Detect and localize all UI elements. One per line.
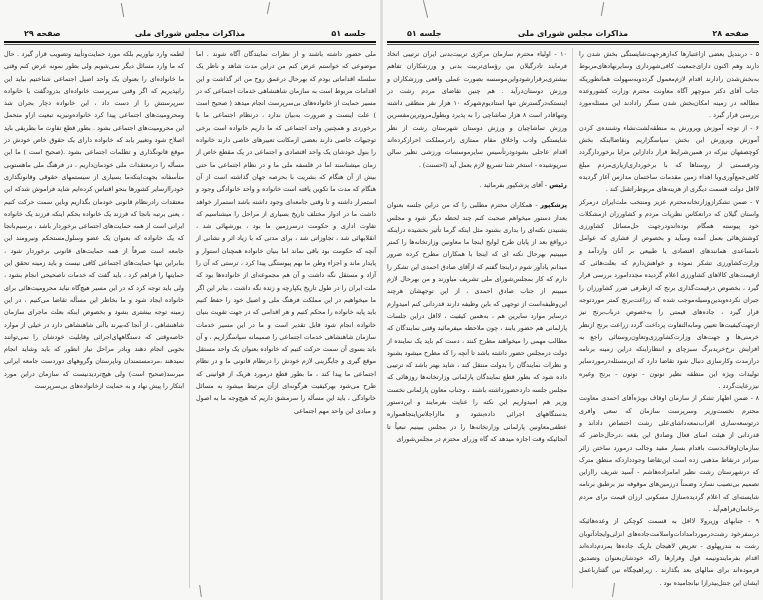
speaker-name: پزشکپور bbox=[540, 201, 567, 210]
speech-text: - آقای پزشکپور بفرمائید . bbox=[479, 180, 550, 189]
header-rule bbox=[4, 41, 376, 43]
paragraph: لطمه وارد نیاوریم بلکه مورد حمایت‌وتأیید وتصویب قرار گیرد . حال که ما وارد مسائل دیگر نمی‌شویم ولی بطور نمونه عرض کنم وقتی ما خانواده‌ای را بعنوان یک واحد اصیل اجتماعی شناختیم نباید این رابپذیریم که اگر وقتی سرپرست خانواده‌ای بدرودگفت یا خانواده سرپرستش را از دست داد ، این خانواده دچار بحران شد ومحرومیت‌های اجتماعی پیدا کرد خانواده‌ونیزیه تبعیت ازاو متحمل این محرومیت‌های اجتماعی بشود . بطور قطع تفاوت ما بطریقی باید اصلاح شود وتغییر یابد که خانواده دارای یک حقوق خاص خودش در موقع قانونگذاری و تظلمات اجتماعی بشود .(صحیح است ) ما این مسأله را درمعتقدات ملی خودمان‌داریم ، در فرهنگ ملی ما‌هستوبی متأسفانه بجهت‌اینکه‌ما بسیاری از سیستمهای حقوقی وقانونگذاری خودرا‌ازسایر کشورها بنحو اقتباس کرده‌ایم شاید فراموش شد‌که این معتقدات رادرنظام قانونی خودمان بگذاریم وباین سمت حرکت کنیم ، یعنی برتبه بانجا که فرزند یک خانواده بحکم اینکه فرزند یک خانواده ایرانی است از همه حمایت‌های اجتماعی برخوردار باشد ، برسیم‌بانجا که یک خانواده که بعنوان یک عضو وسلول‌مستحکم ونیرومند این جامعه است صرفاً از همه حمایت‌های قانونی برخوردار شود ، بنابراین تنها حمایت‌های اجتماعی کافی نیست و باید زمینه تحقق این حمایتها را فراهم کرد ، باید گفت که خدمات ناصحیحی انجام بشود ، ولی باید توجه کرد که در این مسیر هیچ‌گاه نباید محرومیت‌هائی برای خانواده ایجاد شود و ما بخاطر این مسأله تقاضا می‌کنیم ، در این زمینه توجه بیشتری بشود و بخصوص اینکه بعلت ماجرای سازمان شاهنشاهی ، از آنجا که‌بیرند باآنی شاهنشاهی دارد در خیلی از موارد خاصه‌وقتی که دستگاههای‌اجرائی وقابلیت خودشان را نمی‌توانند بخوبی انجام دهند وبادر مراحل نیاز انطور که باید وشاید انجام نمیدهند ،مردمستمندان وناپرستان وگروههای دوردست جامعه ایرانی میرسد(صحیح است) ولی هیچ‌تردیدنیست که سازمان دراین مورد ابتکار را پیش نهاد و به حمایت ازخانواده‌های بی‌سرپرست bbox=[4, 50, 184, 391]
paragraph: ۵ - دربندیل بعضی ازاعتبارها که‌ازهرجهت‌شایستگی بخش شدن را دارند وهم اکنون دارای‌جمعیت کافی‌شهرداری وسایرنهادهای‌مربوط به‌بخش‌شدن رادارند اقدام لازم‌معمول گردد‌وبه‌سهولت همانطوریکه جناب آقای دکتر منوچهر آگاه معاونت محترم وزارت کشوروعده مطالعه در زمینه امکان‌بخش شدن سنگر رادادند این مسئله‌مورد بررسی قرار گیرد . bbox=[579, 50, 759, 120]
speaker-paragraph bbox=[387, 179, 567, 191]
paragraph: ۷ - ضمن تشکرازوزارتخانه‌محترم‌ عزیز ومنتخب ملت‌ایران درمرکز واستان گیلان که درانعکاس نظریات مردم و کشاورزان ازمشکلات خود پیوسته همگام بوده‌اند‌ودرجهت حل‌مسائل کشاورزی کوشش‌هائی بعمل آمده ومیآید و بخصوص از فشاری که عوامل نامساعدی همانند‌های اقتصادی یا طبیعی بر آنان وارد‌آمد و وزارت‌کشاورزی تشکر نموده و خواهش‌دارم که بعلت‌هائی که ازقیمت‌های کالاهای کشاورزی اعلام گردیده مجددا‌مورد بررسی قرار گیرد ، بخصوص درقیمت‌گذاری برنج که ازطرفی ضرر کشاورزان را جبران نکرده‌وبدین‌وسیله‌موجب شده که زراعت‌برنج کمتر موردتوجه قرار گیرد ، جاده‌های قیمتی را به‌خصوص درباب‌برنج نیز از‌جهت‌کیفیت‌ها تعیین ومابه‌التفاوت پرداخت گردد ‌زراعت برنج ازنظر خرمنی‌ها و جهت‌های وزارت‌کشاورزی‌وتعاون‌روستائی راجع به افزایش نرخ‌خریدبرگ سبزچای و انتظاراینکه دراین زمینه برنامه درازمدت وکارسازی دنبال شود تقاضا دارد که این‌مسئله‌درموردسایر تولیدات ویژه این منطقه نظیر توتون - توتون - برنج وغیره نیزرعایت‌گردد . bbox=[579, 197, 759, 391]
running-title: مذاکرات مجلس شورای ملی bbox=[517, 29, 629, 38]
column-separator bbox=[189, 48, 190, 588]
speaker-paragraph bbox=[387, 199, 567, 445]
paragraph: ۸ - ضمن اظهار تشکر از سازمان اوقاف بویژه‌آقای احمدی معاونت محترم نخست‌وزیر وسرپرست سازمان که سعی وافری درتوسعه‌ساری اقراب‌نمعه‌داشای‌علی رشت اختصاص داداند و قدردانی از هیئت امنای فعال وصادق این بقعه ،درحال‌حاضر که سازمان‌اوقاف‌دست باقدام بسیار مفید وجالب درمورد ساختن زائر سرادر درنقاط مذهبی زده است این‌تقاضا وجوددارد‌که منطق مترک که درشهرستان رشت نظیر امامزاده‌هاشم - آسید شریف راازاین تصمیم بی‌نصیب نسازد وضمناً درزمین‌های موقوفه نیز برطبق برنامه شایسته‌ای که اعلام گردیده‌منازل مسکونی ارزان قیمت برای مردم برخانمان‌فراهم‌آید . bbox=[579, 394, 759, 513]
right-page bbox=[383, 0, 763, 600]
text-column-left bbox=[4, 48, 184, 392]
text-column-right bbox=[579, 48, 759, 589]
session-number: جلسه ۵۱ bbox=[331, 29, 366, 38]
header-rule-thin bbox=[387, 44, 759, 45]
page-number: صفحه ۲۹ bbox=[24, 29, 61, 38]
left-page bbox=[0, 0, 380, 600]
left-page-header bbox=[4, 29, 376, 41]
session-number: جلسه ۵۱ bbox=[407, 29, 442, 38]
header-rule-thin bbox=[4, 44, 376, 45]
paragraph: ۹ - جنابهای وزیرولا لااقل به قسمت کوچکی از وعده‌هائیکه درسفرخود رشت‌درموردامدادات‌واسلامت‌جاده‌های انزلی‌وایجادآتوبان رشت به بندرپهلوی - تعریض لاهیجان باریک جاده‌ها بمردم‌داده‌اند اقدام بفرمایندونیمه قول وقرارها راکه خودشان‌بعنوان وتصدیق فرموده‌اند برای سالهای بعد بگذارند . زیراهیچگاه نین گفتارباعمل ایشان این جنتل‌بیدرازا نیانجامیده بود . bbox=[579, 517, 759, 587]
header-rule bbox=[387, 41, 759, 43]
page-number: صفحه ۲۸ bbox=[712, 29, 749, 38]
column-separator bbox=[572, 48, 573, 588]
paragraph: ۱۰ - اولیاء محترم سازمان مرکزی تربیت‌بدنی ایران ترتیبی اتخاذ فرمایند تادرگیلان بین رؤسای‌تربیت بدنی و ورزشکاران تفاهم بیشتری‌برقرارشودواین‌موسسه بصورت‌ عملی واقعی ورزشکاران و ورزش دوستان‌درآید . هم چنین تقاضای مردم رشت در اینستکه‌درگسترش تنها استادیوم‌شهرکه ۱۰ هزار نفر منظقی داشته وتنها‌قادر است ۸ هزار تماشاچی را به پذیرد وبطول‌مروترین‌مفسرین ورزش تماشاچیان و ورزش دوستان شهرستان رشت از نظر شایستگی وادب واخلاق مقام ممتازی رادرمملکت احرازکرده‌اند اقدام عاجلی بشودودرتأسیس سایرموسسات ورزشی نظیر سالن سرپوشیده - استخر شنا تسریع لازم بعمل آید (احسنت) . bbox=[387, 50, 568, 169]
right-page-header bbox=[387, 29, 759, 41]
speech-text: - همکاران محترم مطلبی را که من دراین جلسه بعنوان بعداز دستور میخواهم صحبت کنم چند لحظه دیگر شود و مجلس بشنیدن نکته‌ای را بداری بشنود مثل اینکه گرما تأثیر بخشیده دراینکه درواقع بعد از پایان طرح لوایح اینجا ما معاونین وزارتخانه‌ها را کمتر میبینیم بهرحال نکته ای که اینجا با همکاران مطرح کرده ضرور میدانم یادآور شوم دراینجا گفتم که ازآقای صادق احمدی این تشکر را دارم که کار بمجلس‌شورای ملی تشریف میاورند و من بهرحال لازم میبینم از جناب صادق احمدی ، از این توجهشان هرچند این‌وظیفه‌است از توجهی که باین وظیفه دارند قدردانی کنم امیدوارم درسایر موارد سایرین هم ، به‌همین کیفیت ، لااقل دراین جلسات پارلمانی هم حضور یابند ، چون ملاحظه میفرمائید وقتی نمایندگان که مطالب مهمی را میخواهند مطرح کنند ، دست کم باید یک نماینده از دولت درمجلس حضور داشته باشد تا آنچه را که مطرح میشود بشنود و نظرات نمایندگان را بدولت منتقل کند ، شاید بهتر باشد که ترتیبی داده شود که بطور قطع نمایندگان پارلمانی وزارتخانه‌ها روزهائی که مجلس جلسه داردحضورداشته باشند ، وجناب معاون پارلمانی نخست وزیر هم امیدواریم این نکته را عنایت بفرمایند و این‌دستور بدستگاههای اجرائی داده‌بشود و مااز‌اجلاس‌اینجاهمواره‌ عطفی‌معاونین پارلمانی وزارتخانه‌ها را در مجلس ببینیم تبعیاً تا آنجائیکه وقت اجازه میدهد که گاه وزرای محترم در مجلس‌شورای bbox=[387, 201, 567, 443]
paragraph: ۶ - از توجه آموزش وپرورش به منطقه‌لشت‌نشاء وشننده‌ی کردن آموزش وپرورش این بخش سپاسگزاریم وتقاضا‌اینکه بخش کوچصفهان نیزکه در همین‌شرایط قرار داد‌ازاین مزایا برخوردارگردد ودرقسمتی از روستاها که با برخورداری‌ازیاری‌مردم مبلغ کافی‌جمع‌آوری‌وبا اهداء زمین مقدمات ساختمان مدارس آغاز گردیده لااقل دولت قسمت دیگری از هزینه‌های مربوط‌راتقبل کند . bbox=[579, 123, 759, 194]
paragraph: ملی حضور داشته باشند و از نظرات نمایندگان آگاه شوند . اما موضوعی که خواستم عرض کنم من دراین مدت شاهد و ناظر یک سلسله اقداماتی بودم که بهرحال درعمق روح من اثر گذاشت و این اقدامات مربوط است به سازمان شاهنشاهی خدمات اجتماعی که در مسیر حمایت از خانواده‌های بی‌سرپرست انجام میدهد ( صحیح است ) علت اینست و ضرورت به‌بیان ندارد ، درنظام اجتماعی ما با برخوردی و همچنین واحد اجتماعی که ما داریم خانواده است برخی توجیهات خاصی دارند بعضی ازمکاتب تعبیرهای خاصی دارند خانواده را بنول خودشان یک واحد اقتصادی و اجتماعی در یک مقطع خاص از زمان میشناسند اما در فلسفه ملی ما و در نظام اجتماعی ما حتی بیش از آن هنگام که بشریت با بحرصه جهان گذاشته است از آن هنگام که مدت ما تکوین یافته است خانواده و واحد خانوادگی وجود و استمرار داشته و تا وقتی جامعه‌ای وجود داشته باشد استمرار خواهد داشت ما در ادوار مختلف تاریخ بسیاری از مراحل را میشناسیم که تفاوت اداری و حکومت درسرزمین ما بود ، یورشهائی شد ، انقلابهائی شد ، تجاوزاتی شد ، برای مدتی که با زیاد اثر و نشانی از آنچه که حکومت بود باقی نماند اما بنیان خانواده همچنان استوار و پایدار ماند و اجزاء وطن ما بهم پیوستگی پیدا کرد ، ترستی که آن را آزاد و مستقل نگه داشت و آن هم مجموعه‌ای از خانواده‌ها بود که ملت ایران را در طول تاریخ یکپارچه و زنده نگه داشت ، بنابر این اگر ما میخواهیم در این مملکت فرهنگ ملی و اصیل خود را حفظ کنیم باید پایه خانواده را محکم کنیم و هر اقدامی که در جهت تقویت بنیان خانواده انجام شود قابل تقدیر است و ما در این مسیر خدمات سازمان شاهنشاهی خدمات اجتماعی را صمیمانه سپاسگزاریم ، و آن باید بسوی آن سمت حرکت کنیم که خانواده بعنوان یک واحد مستقل موقع گیری و جایگزینی لازم خودش را درنظام قانونی ما و در نظام اجتماعی ما پیدا کند ، ما بطور قطع درمورد هریک از قوانینی که طرح می‌شود بهرکیفیت هرگونه‌ای ازآن مرتبط میشود به مسائل خانوادگی ، باید این مسأله را سرمشق داریم که هیچ‌وجه ما به اصول و مبادی این واحد مهم اجتماعی bbox=[196, 50, 376, 415]
speaker-name: رئیس bbox=[549, 180, 567, 189]
text-column-left bbox=[387, 48, 567, 445]
text-column-right bbox=[196, 48, 376, 417]
running-title: مذاکرات مجلس شورای ملی bbox=[134, 29, 246, 38]
